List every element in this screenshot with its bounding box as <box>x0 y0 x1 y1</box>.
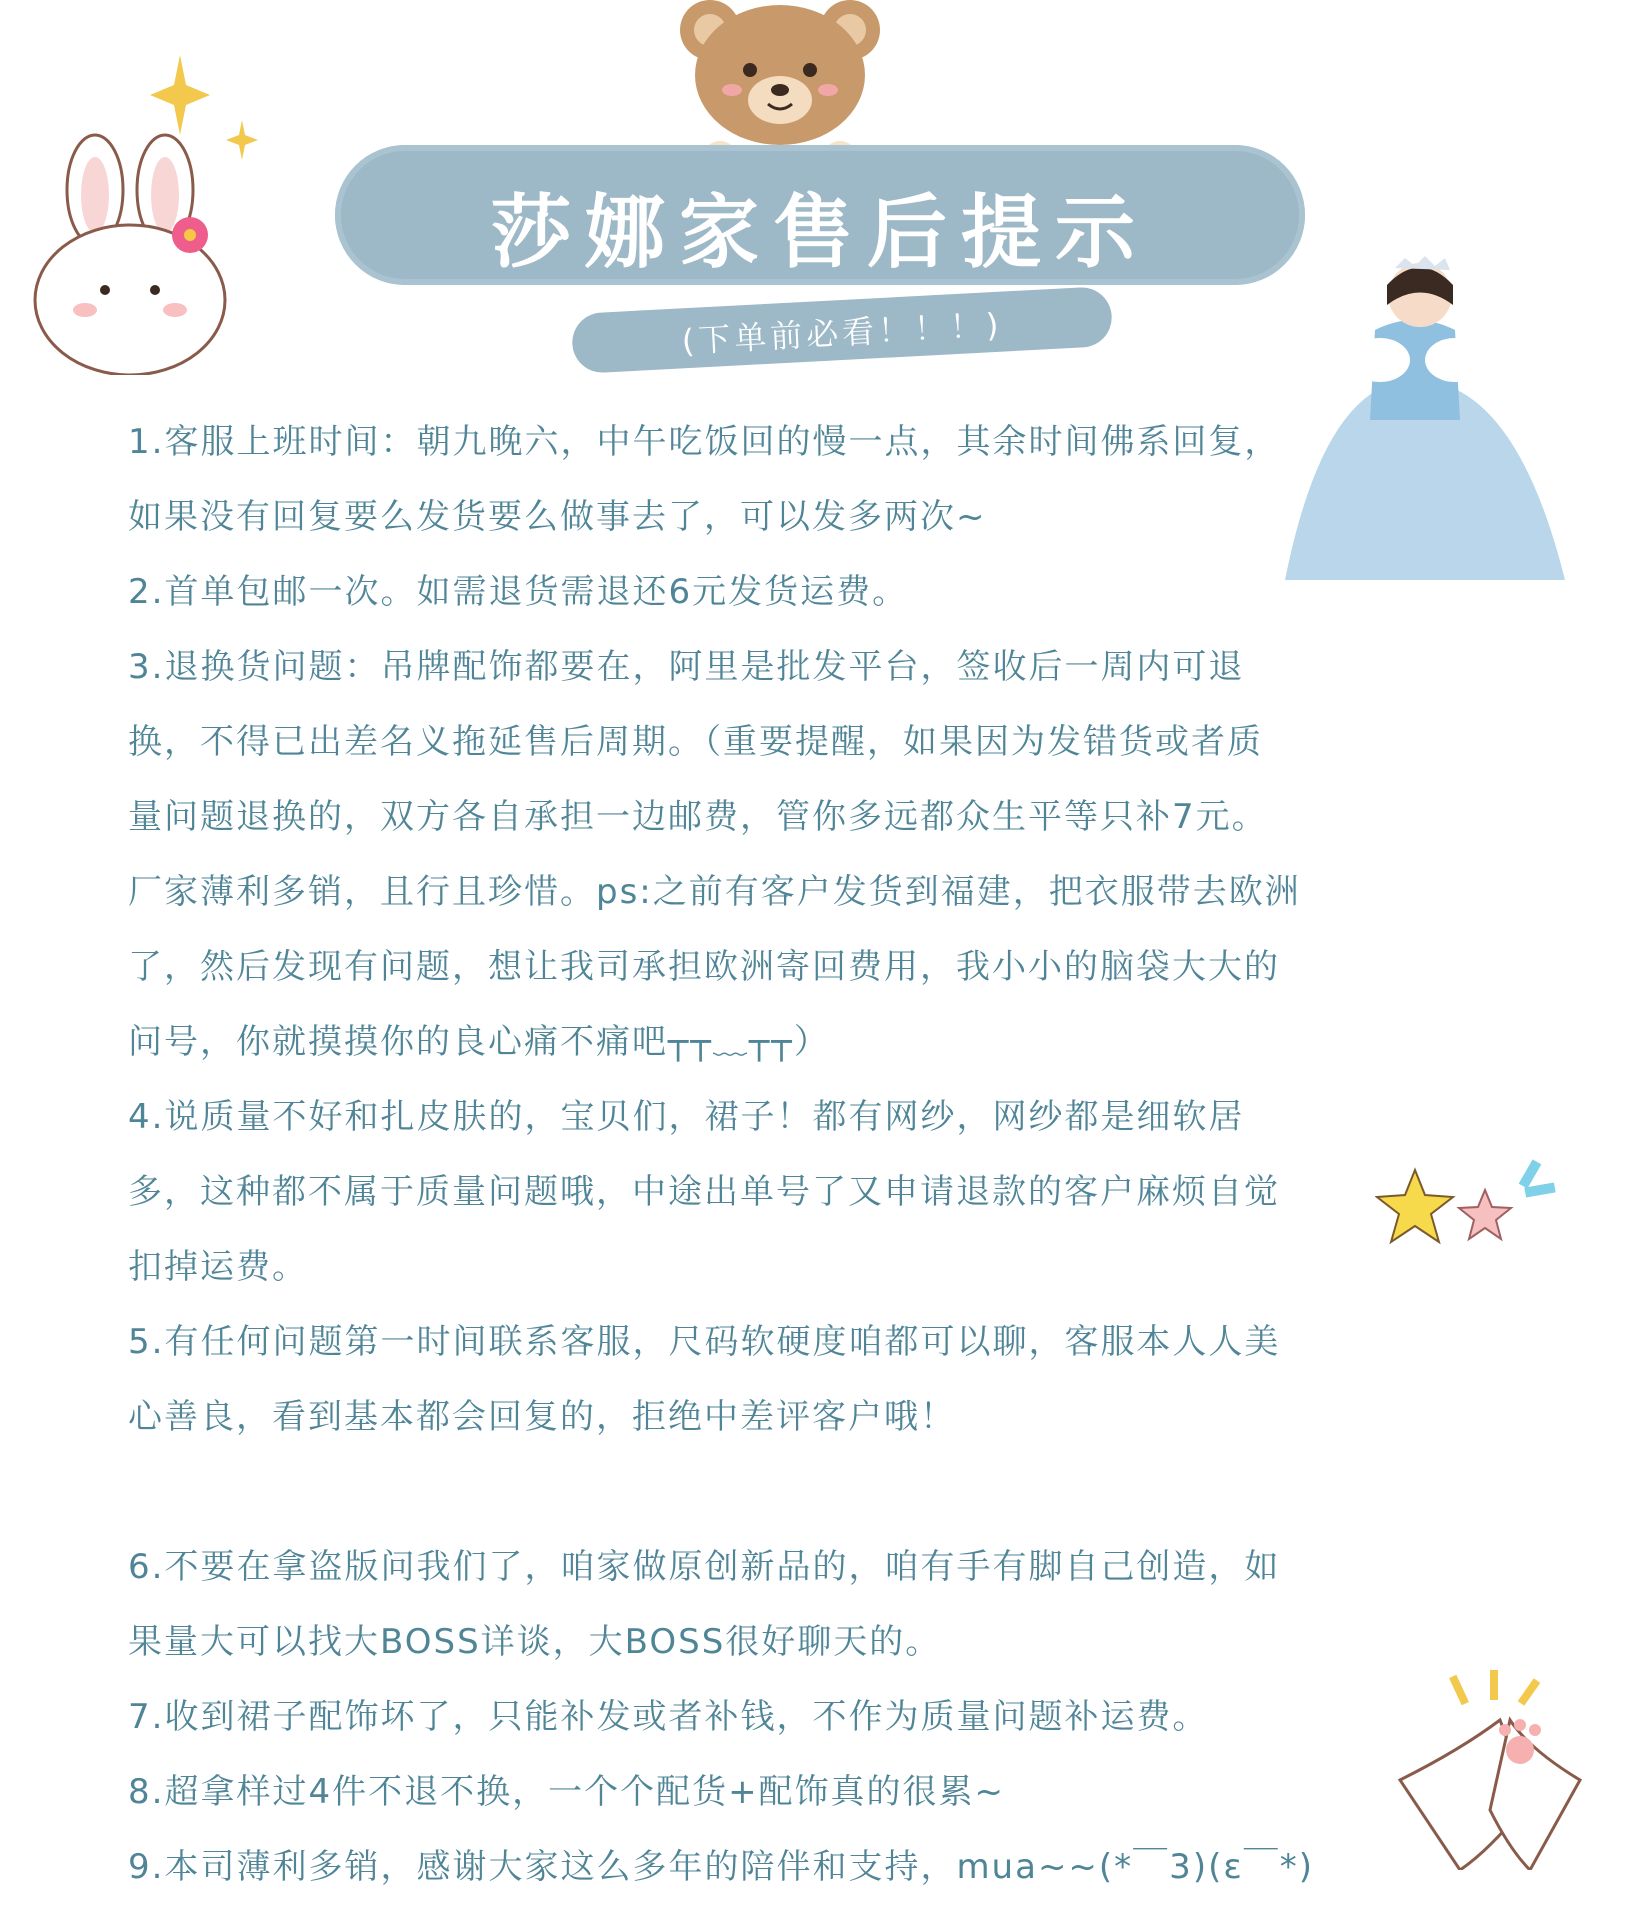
sparkle-icon <box>150 50 260 170</box>
high-five-icon <box>1380 1670 1600 1870</box>
notice-line: 扣掉运费。 <box>128 1247 308 1287</box>
notice-line: 问号，你就摸摸你的良心痛不痛吧┬┬﹏┬┬） <box>128 1022 830 1062</box>
notice-line: 3.退换货问题：吊牌配饰都要在，阿里是批发平台，签收后一周内可退 <box>128 647 1245 687</box>
notice-content <box>128 405 1338 1905</box>
notice-line: 果量大可以找大BOSS详谈，大BOSS很好聊天的。 <box>128 1622 942 1662</box>
notice-line: 多，这种都不属于质量问题哦，中途出单号了又申请退款的客户麻烦自觉 <box>128 1172 1280 1212</box>
notice-line: 5.有任何问题第一时间联系客服，尺码软硬度咱都可以聊，客服本人人美 <box>128 1322 1281 1362</box>
notice-line: 了，然后发现有问题，想让我司承担欧洲寄回费用，我小小的脑袋大大的 <box>128 947 1280 987</box>
notice-line: 量问题退换的，双方各自承担一边邮费，管你多远都众生平等只补7元。 <box>128 797 1268 837</box>
notice-line: 1.客服上班时间：朝九晚六，中午吃饭回的慢一点，其余时间佛系回复， <box>128 422 1281 462</box>
notice-line: 6.不要在拿盗版问我们了，咱家做原创新品的，咱有手有脚自己创造，如 <box>128 1547 1281 1587</box>
page-subtitle: (下单前必看！！！) <box>680 305 1004 361</box>
notice-line: 换，不得已出差名义拖延售后周期。（重要提醒，如果因为发错货或者质 <box>128 722 1263 762</box>
notice-line: 厂家薄利多销，且行且珍惜。ps:之前有客户发货到福建，把衣服带去欧洲 <box>128 872 1301 912</box>
notice-line: 4.说质量不好和扎皮肤的，宝贝们，裙子！都有网纱，网纱都是细软居 <box>128 1097 1245 1137</box>
page-title: 莎娜家售后提示 <box>491 186 1149 279</box>
notice-line: 2.首单包邮一次。如需退货需退还6元发货运费。 <box>128 572 909 612</box>
notice-line: 8.超拿样过4件不退不换，一个个配货+配饰真的很累~ <box>128 1772 1006 1812</box>
notice-line: 7.收到裙子配饰坏了，只能补发或者补钱，不作为质量问题补运费。 <box>128 1697 1209 1737</box>
notice-line: 9.本司薄利多销，感谢大家这么多年的陪伴和支持，mua~~(*￣3)(ε￣*) <box>128 1847 1314 1887</box>
notice-line: 如果没有回复要么发货要么做事去了，可以发多两次~ <box>128 497 987 537</box>
notice-line: 心善良，看到基本都会回复的，拒绝中差评客户哦！ <box>128 1397 956 1437</box>
stars-icon <box>1375 1150 1565 1260</box>
spacer <box>128 1455 1338 1530</box>
